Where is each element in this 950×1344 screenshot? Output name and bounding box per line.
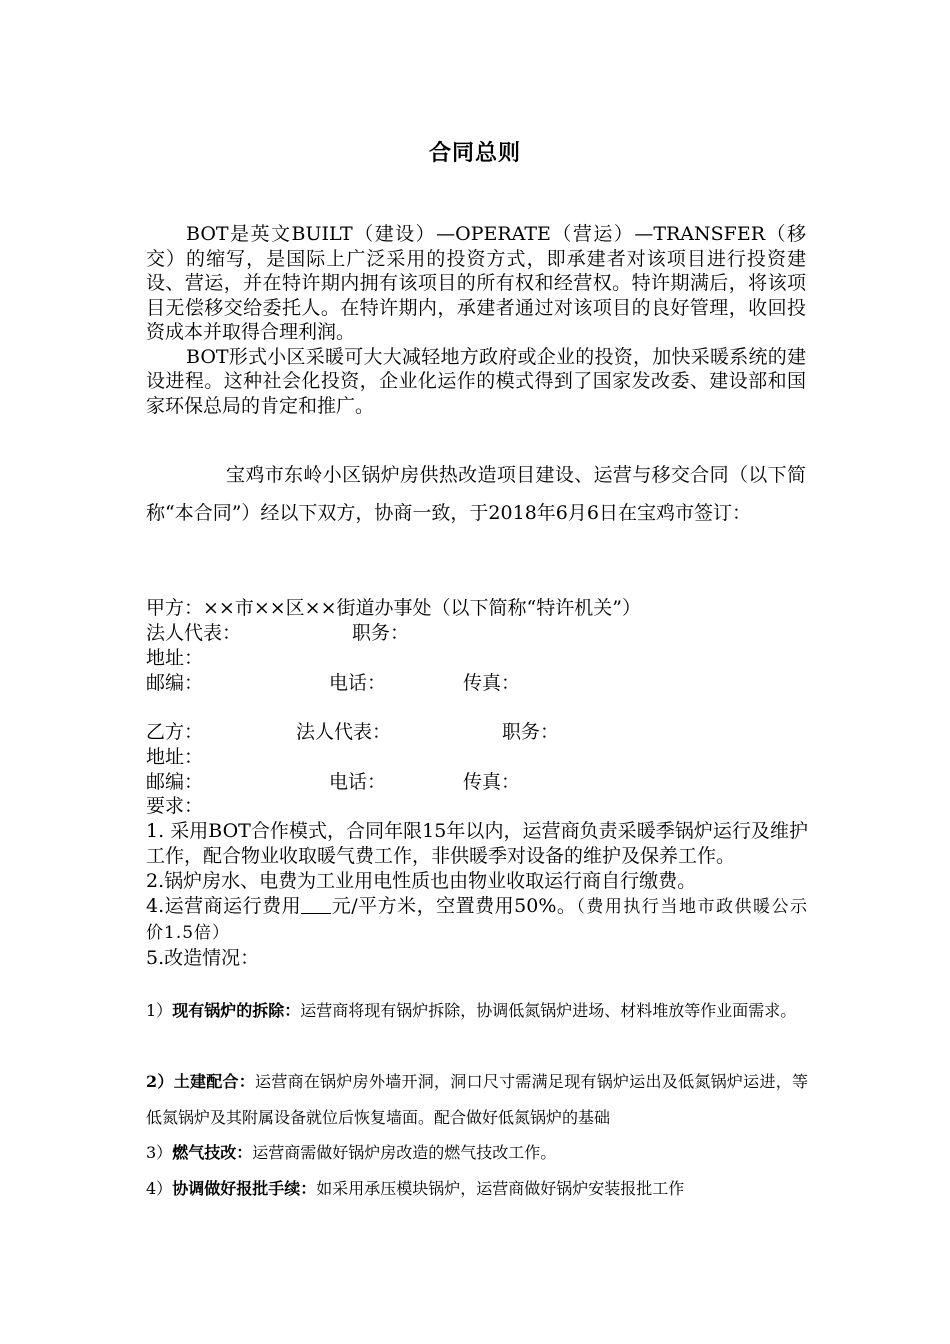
requirements-section	[146, 794, 808, 971]
detail-item-2-text: 运营商在锅炉房外墙开洞，洞口尺寸需满足现有锅炉运出及低氮锅炉运进，等低氮锅炉及其附属设备就位后恢复墙面。配合做好低氮锅炉的基础	[146, 1072, 808, 1127]
party-b-legal-rep-label: 法人代表：	[296, 721, 392, 743]
detail-item-1	[146, 993, 808, 1029]
party-a-legal-rep-label: 法人代表：	[146, 622, 242, 644]
intro-paragraph-bot-definition: BOT是英文BUILT（建设）—OPERATE（营运）—TRANSFER（移交）的缩写，是国际上广泛采用的投资方式，即承建者对该项目进行投资建设、营运，并在特许期内拥有该项目的所有权和经营权。特许期满后，将该项目无偿移交给委托人。在特许期内，承建者通过对该项目的良好管理，收回投资成本并取得合理利润。	[146, 223, 806, 343]
detail-item-3-label: 燃气技改：	[172, 1143, 253, 1162]
requirement-item-4-text-a: 4.运营商运行费用	[146, 895, 302, 917]
requirement-item-5: 5.改造情况：	[146, 947, 260, 969]
detail-item-4	[146, 1171, 808, 1207]
detail-item-3	[146, 1135, 808, 1171]
detail-item-4-text: 如采用承压模块锅炉，运营商做好锅炉安装报批工作	[316, 1179, 685, 1198]
party-a-postcode-label: 邮编：	[146, 672, 204, 694]
party-b-name-label: 乙方：	[146, 721, 204, 743]
requirement-item-4-note: （费用执行当地市政供暖公示价1.5倍）	[146, 897, 808, 943]
detail-item-2	[146, 1064, 808, 1136]
requirements-heading: 要求：	[146, 795, 204, 817]
detail-item-3-text: 运营商需做好锅炉房改造的燃气技改工作。	[252, 1143, 557, 1162]
party-b-phone-label: 电话：	[329, 771, 387, 793]
fee-blank-line	[301, 895, 331, 914]
party-a-phone-label: 电话：	[329, 672, 387, 694]
contract-preamble: 宝鸡市东岭小区锅炉房供热改造项目建设、运营与移交合同（以下简称“本合同”）经以下双方，协商一致，于2018年6月6日在宝鸡市签订：	[146, 464, 806, 524]
party-b-fax-label: 传真：	[463, 771, 521, 793]
party-b-address-label: 地址：	[146, 746, 204, 768]
intro-paragraph-bot-heating: BOT形式小区采暖可大大减轻地方政府或企业的投资，加快采暖系统的建设进程。这种社会化投资，企业化运作的模式得到了国家发改委、建设部和国家环保总局的肯定和推广。	[146, 345, 806, 417]
party-a-address-label: 地址：	[146, 647, 204, 669]
detail-item-1-text: 运营商将现有锅炉拆除，协调低氮锅炉进场、材料堆放等作业面需求。	[300, 1001, 797, 1020]
detail-item-1-label: 现有锅炉的拆除：	[172, 1001, 301, 1020]
party-b-postcode-label: 邮编：	[146, 771, 204, 793]
party-a-position-label: 职务：	[352, 622, 410, 644]
detail-item-3-num: 3）	[146, 1143, 173, 1162]
detail-item-2-label: 土建配合：	[173, 1072, 256, 1091]
requirement-item-1: 1. 采用BOT合作模式，合同年限15年以内，运营商负责采暖季锅炉运行及维护工作，配合物业收取暖气费工作，非供暖季对设备的维护及保养工作。	[146, 820, 808, 867]
requirement-item-4	[146, 894, 808, 946]
party-a-name: 甲方：××市××区××街道办事处（以下简称“特许机关”）	[146, 597, 641, 619]
page-title: 合同总则	[428, 140, 521, 166]
detail-item-1-num: 1）	[146, 1001, 173, 1020]
requirement-item-2: 2.锅炉房水、电费为工业用电性质也由物业收取运行商自行缴费。	[146, 870, 697, 892]
detail-item-2-num: 2）	[146, 1072, 174, 1091]
requirement-item-4-text-b: 元/平方米，空置费用50%。	[331, 895, 577, 917]
detail-item-4-num: 4）	[146, 1179, 173, 1198]
party-a-fax-label: 传真：	[463, 672, 521, 694]
detail-item-4-label: 协调做好报批手续：	[172, 1179, 317, 1198]
intro-section	[146, 222, 806, 418]
party-b-position-label: 职务：	[502, 721, 560, 743]
